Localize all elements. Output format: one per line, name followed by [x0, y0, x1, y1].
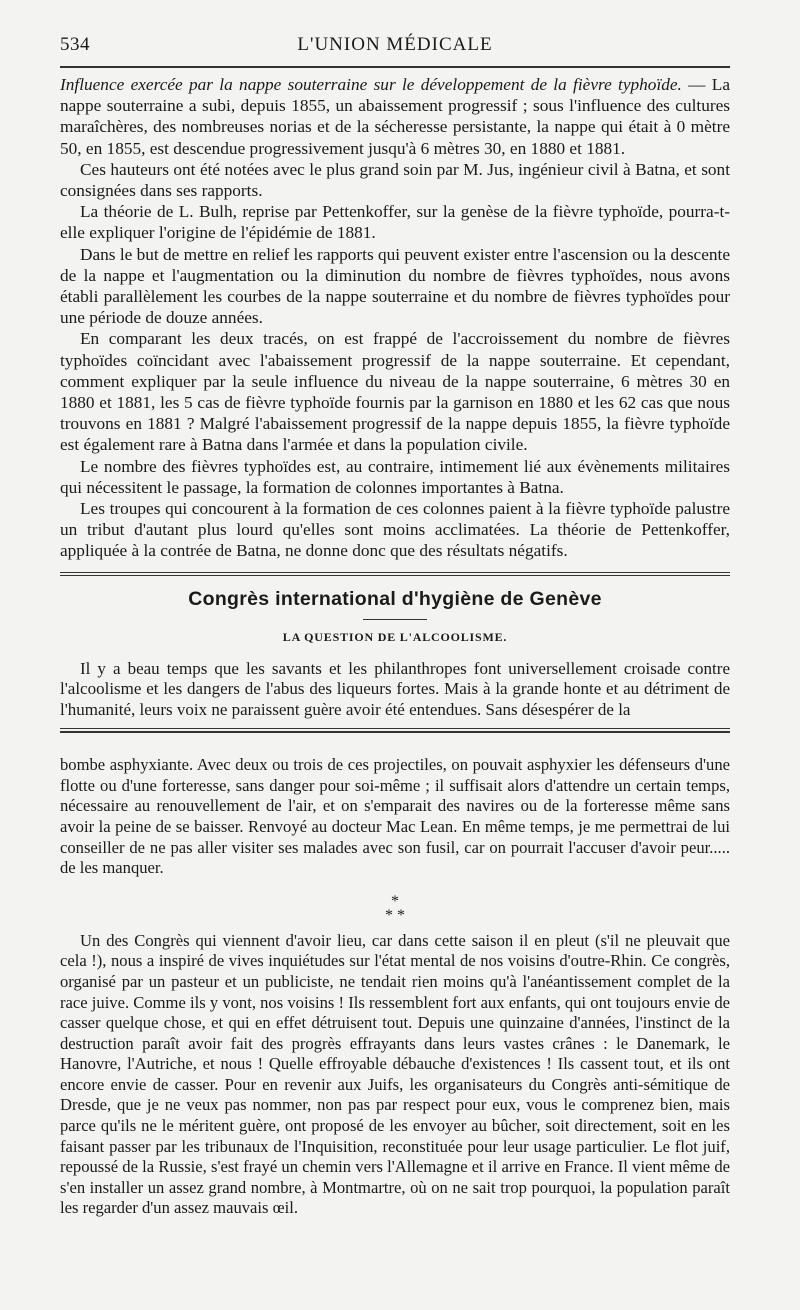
section-subtitle: LA QUESTION DE L'ALCOOLISME.: [282, 629, 508, 644]
intro-paragraph: Il y a beau temps que les savants et les philanthropes font universellement croisade contre l'alcoolisme et les dangers de l'abus des liqueurs fortes. Mais à la grande honte et au détriment de l'humanité, leurs voix ne paraissent guère avoir été entendues. Sans désespérer de la: [60, 658, 730, 719]
page-number: 534: [60, 34, 90, 55]
section-divider: [60, 572, 730, 576]
article-paragraph-1-text: — La nappe souterraine a subi, depuis 1855, un abaissement progressif ; sous l'influence des cultures maraîchères, des nombreuses norias et de la sécheresse persistante, la nappe qui était à 0 mètre 50, en 1855, est descendue progressivement jusqu'à 6 mètres 30, en 1880 et 1881.: [60, 75, 730, 158]
asterism: [60, 892, 730, 924]
section-intro: [60, 659, 730, 721]
article-paragraph-6: Le nombre des fièvres typhoïdes est, au contraire, intimement lié aux évènements militaires qui nécessitent le passage, la formation de colonnes importantes à Batna.: [60, 456, 730, 497]
page: [60, 28, 730, 1219]
journal-title: L'UNION MÉDICALE: [297, 34, 493, 55]
feuilleton: [60, 755, 730, 1219]
feuilleton-divider: [60, 728, 730, 733]
article-paragraph-7: Les troupes qui concourent à la formation de ces colonnes paient à la fièvre typhoïde palustre un tribut d'autant plus lourd qu'elles sont moins acclimatées. La théorie de Pettenkoffer, appliquée à la contrée de Batna, ne donne donc que des résultats négatifs.: [60, 499, 730, 561]
asterism-bottom: * *: [385, 906, 405, 924]
feuilleton-paragraph-1: bombe asphyxiante. Avec deux ou trois de ces projectiles, on pouvait asphyxier les défenseurs d'une flotte ou d'une forteresse, sans danger pour soi-même ; il suffisait alors d'attendre un certain temps, nécessaire au renouvellement de l'air, et on s'emparait des navires ou de la forteresse même sans avoir la peine de se baisser. Renvoyé au docteur Mac Lean. En même temps, je me permettrai de lui conseiller de ne pas aller visiter ses malades avec son fusil, car on pourrait l'accuser d'avoir peur..... de les manquer.: [60, 755, 730, 878]
header-rule: [60, 66, 730, 68]
feuilleton-paragraph-2: Un des Congrès qui viennent d'avoir lieu, car dans cette saison il en pleut (s'il ne pleuvait que cela !), nous a inspiré de vives inquiétudes sur l'état mental de nos voisins d'outre-Rhin. Ce congrès, organisé par un pasteur et un publiciste, ne tendait rien moins qu'à l'anéantissement complet de la race juive. Comme ils y vont, nos voisins ! Ils ressemblent fort aux enfants, qui ont toujours envie de casser quelque chose, et qui en effet détruisent tout. Depuis une quinzaine d'années, l'instinct de la destruction paraît avoir fait des progrès effrayants dans leurs vastes crânes : le Danemark, le Hanovre, l'Autriche, et nous ! Quelle effroyable débauche d'existences ! Ils cassent tout, et ils ont encore envie de casser. Pour en revenir aux Juifs, les organisateurs du Congrès anti-sémitique de Dresde, que je ne veux pas nommer, non pas par respect pour eux, vous le comprenez bien, mais parce qu'ils ne le méritent guère, ont proposé de les envoyer au bûcher, soit directement, soit en les faisant passer par les tribunaux de l'Inquisition, reconstituée pour leur usage particulier. Le flot juif, repoussé de la Russie, s'est frayé un chemin vers l'Allemagne et il arrive en France. Il vient même de s'en installer un assez grand nombre, à Montmartre, où on ne sait trop pourquoi, la population paraît les regarder d'un assez mauvais œil.: [60, 930, 730, 1218]
article-paragraph-2: Ces hauteurs ont été notées avec le plus grand soin par M. Jus, ingénieur civil à Batna, et sont consignées dans ses rapports.: [60, 159, 730, 201]
article-body: [60, 74, 730, 562]
article-paragraph-1: [60, 74, 730, 159]
article-title: Influence exercée par la nappe souterraine sur le développement de la fièvre typhoïde.: [60, 75, 682, 94]
asterism-top: *: [391, 892, 399, 910]
title-underline: [363, 619, 427, 620]
section-title: Congrès international d'hygiène de Genève: [188, 587, 602, 610]
running-header: [60, 28, 730, 62]
article-paragraph-3: La théorie de L. Bulh, reprise par Pettenkoffer, sur la genèse de la fièvre typhoïde, pourra-t-elle expliquer l'origine de l'épidémie de 1881.: [60, 202, 730, 243]
article-paragraph-5: En comparant les deux tracés, on est frappé de l'accroissement du nombre de fièvres typhoïdes coïncidant avec l'abaissement progressif de la nappe souterraine. Et cependant, comment expliquer par la seule influence du niveau de la nappe souterraine, 6 mètres 30 en 1880 et 1881, les 5 cas de fièvre typhoïde fournis par la garnison en 1880 et les 62 cas que nous trouvons en 1881 ? Malgré l'abaissement progressif de la nappe depuis 1855, la fièvre typhoïde est également rare à Batna dans l'armée et dans la population civile.: [60, 329, 730, 455]
article-paragraph-4: Dans le but de mettre en relief les rapports qui peuvent exister entre l'ascension ou la descente de la nappe et l'augmentation ou la diminution du nombre de fièvres typhoïdes, nous avons établi parallèlement les courbes de la nappe souterraine et du nombre de fièvres typhoïdes pour une période de douze années.: [60, 244, 730, 328]
